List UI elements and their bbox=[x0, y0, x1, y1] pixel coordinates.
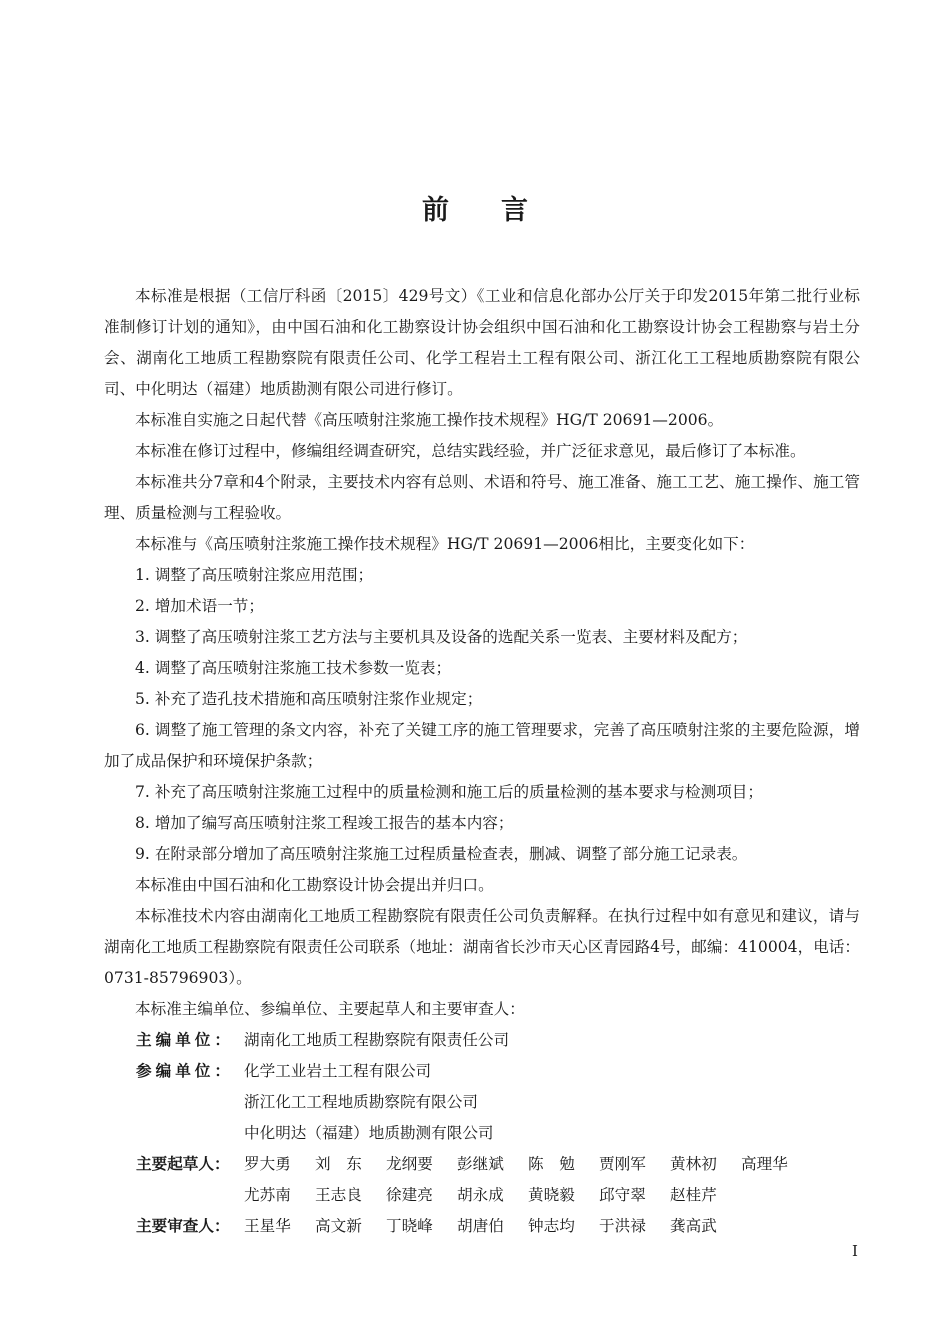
change-item: 1. 调整了高压喷射注浆应用范围； bbox=[135, 566, 374, 584]
participating-org: 化学工业岩土工程有限公司 bbox=[244, 1062, 432, 1080]
drafter-name: 贾刚军 bbox=[599, 1155, 646, 1173]
reviewer-name: 高文新 bbox=[315, 1217, 362, 1235]
reviewer-name: 胡唐伯 bbox=[457, 1217, 504, 1235]
drafters-names bbox=[244, 1149, 812, 1180]
reviewer-name: 龚高武 bbox=[670, 1217, 717, 1235]
participating-org: 浙江化工工程地质勘察院有限公司 bbox=[244, 1093, 478, 1111]
paragraph: 本标准是根据（工信厅科函〔2015〕429号文）《工业和信息化部办公厅关于印发2015年第二批行业标准制修订计划的通知》，由中国石油和化工勘察设计协会组织中国石油和化工勘察设计协会工程勘察与岩土分会、湖南化工地质工程勘察院有限责任公司、化学工程岩土工程有限公司、浙江化工工程地质勘察院有限公司、中化明达（福建）地质勘测有限公司进行修订。 bbox=[104, 287, 860, 398]
change-item: 3. 调整了高压喷射注浆工艺方法与主要机具及设备的选配关系一览表、主要材料及配方； bbox=[135, 628, 748, 646]
drafter-name: 彭继斌 bbox=[457, 1155, 504, 1173]
participating-row bbox=[104, 1087, 860, 1118]
drafters-label: 主要起草人： bbox=[136, 1155, 230, 1173]
preface-body bbox=[104, 281, 860, 1242]
paragraph: 本标准共分7章和4个附录，主要技术内容有总则、术语和符号、施工准备、施工工艺、施工操作、施工管理、质量检测与工程验收。 bbox=[104, 473, 860, 522]
drafter-name: 高理华 bbox=[741, 1155, 788, 1173]
reviewer-name: 王星华 bbox=[244, 1217, 291, 1235]
chief-editor-row bbox=[104, 1025, 860, 1056]
drafter-name: 胡永成 bbox=[457, 1186, 504, 1204]
reviewer-name: 钟志均 bbox=[528, 1217, 575, 1235]
paragraph: 本标准主编单位、参编单位、主要起草人和主要审查人： bbox=[135, 1000, 525, 1018]
reviewers-row bbox=[104, 1211, 860, 1242]
participating-org: 中化明达（福建）地质勘测有限公司 bbox=[244, 1124, 494, 1142]
credits-block bbox=[104, 1025, 860, 1242]
drafter-name: 罗大勇 bbox=[244, 1155, 291, 1173]
change-item: 9. 在附录部分增加了高压喷射注浆施工过程质量检查表，删减、调整了部分施工记录表。 bbox=[135, 845, 748, 863]
change-item: 5. 补充了造孔技术措施和高压喷射注浆作业规定； bbox=[135, 690, 483, 708]
change-item: 8. 增加了编写高压喷射注浆工程竣工报告的基本内容； bbox=[135, 814, 514, 832]
drafters-names bbox=[244, 1180, 741, 1211]
participating-label: 参编单位： bbox=[136, 1062, 234, 1080]
change-item: 7. 补充了高压喷射注浆施工过程中的质量检测和施工后的质量检测的基本要求与检测项目； bbox=[135, 783, 763, 801]
page-title: 前言 bbox=[422, 195, 580, 226]
chief-org: 湖南化工地质工程勘察院有限责任公司 bbox=[244, 1031, 510, 1049]
reviewers-names bbox=[244, 1211, 741, 1242]
reviewer-name: 丁晓峰 bbox=[386, 1217, 433, 1235]
paragraph: 本标准自实施之日起代替《高压喷射注浆施工操作技术规程》HG/T 20691—2006。 bbox=[135, 411, 724, 429]
paragraph: 本标准在修订过程中，修编组经调查研究，总结实践经验，并广泛征求意见，最后修订了本标准。 bbox=[135, 442, 806, 460]
paragraph: 本标准技术内容由湖南化工地质工程勘察院有限责任公司负责解释。在执行过程中如有意见和建议，请与湖南化工地质工程勘察院有限责任公司联系（地址：湖南省长沙市天心区青园路4号，邮编：410004，电话：0731-85796903）。 bbox=[104, 907, 860, 987]
participating-row bbox=[104, 1056, 860, 1087]
drafter-name: 尤苏南 bbox=[244, 1186, 291, 1204]
drafters-row bbox=[104, 1180, 860, 1211]
drafter-name: 邱守翠 bbox=[599, 1186, 646, 1204]
change-item: 4. 调整了高压喷射注浆施工技术参数一览表； bbox=[135, 659, 452, 677]
paragraph: 本标准与《高压喷射注浆施工操作技术规程》HG/T 20691—2006相比，主要变化如下： bbox=[135, 535, 755, 553]
chief-label: 主编单位： bbox=[136, 1031, 234, 1049]
paragraph: 本标准由中国石油和化工勘察设计协会提出并归口。 bbox=[135, 876, 494, 894]
drafter-name: 刘 东 bbox=[315, 1155, 362, 1173]
participating-row bbox=[104, 1118, 860, 1149]
drafter-name: 赵桂芹 bbox=[670, 1186, 717, 1204]
change-item: 2. 增加术语一节； bbox=[135, 597, 264, 615]
reviewer-name: 于洪禄 bbox=[599, 1217, 646, 1235]
drafter-name: 陈 勉 bbox=[528, 1155, 575, 1173]
drafter-name: 王志良 bbox=[315, 1186, 362, 1204]
drafters-row bbox=[104, 1149, 860, 1180]
reviewers-label: 主要审查人： bbox=[136, 1217, 230, 1235]
change-item: 6. 调整了施工管理的条文内容，补充了关键工序的施工管理要求，完善了高压喷射注浆的主要危险源，增加了成品保护和环境保护条款； bbox=[104, 721, 860, 770]
drafter-name: 龙纲要 bbox=[386, 1155, 433, 1173]
drafter-name: 黄晓毅 bbox=[528, 1186, 575, 1204]
drafter-name: 黄林初 bbox=[670, 1155, 717, 1173]
page-number: I bbox=[852, 1242, 858, 1260]
drafter-name: 徐建亮 bbox=[386, 1186, 433, 1204]
